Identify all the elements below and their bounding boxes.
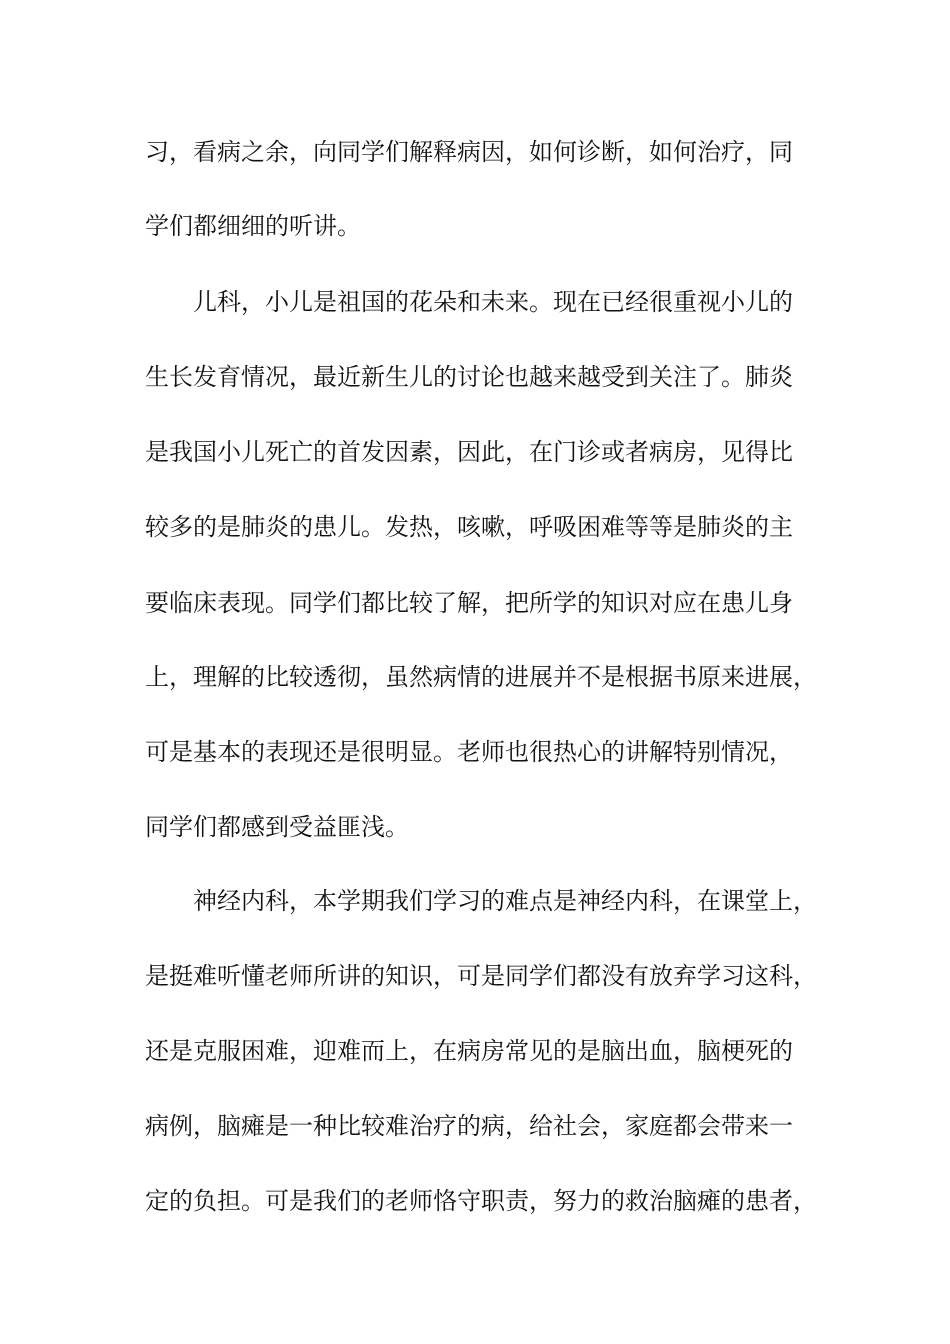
text-line: 生长发育情况，最近新生儿的讨论也越来越受到关注了。肺炎 [145,363,793,391]
text-line: 较多的是肺炎的患儿。发热，咳嗽，呼吸困难等等是肺炎的主 [145,513,793,541]
text-line: 定的负担。可是我们的老师恪守职责，努力的救治脑瘫的患者， [145,1187,817,1215]
text-line: 学们都细细的听讲。 [145,212,361,240]
paragraph-start-line: 神经内科，本学期我们学习的难点是神经内科，在课堂上， [145,887,817,915]
text-line: 要临床表现。同学们都比较了解，把所学的知识对应在患儿身 [145,589,793,617]
text-line: 是挺难听懂老师所讲的知识，可是同学们都没有放弃学习这科， [145,962,817,990]
text-line: 可是基本的表现还是很明显。老师也很热心的讲解特别情况， [145,738,793,766]
text-line: 还是克服困难，迎难而上，在病房常见的是脑出血，脑梗死的 [145,1037,793,1065]
paragraph-start-line: 儿科，小儿是祖国的花朵和未来。现在已经很重视小儿的 [145,288,793,316]
text-line: 同学们都感到受益匪浅。 [145,813,409,841]
text-line: 是我国小儿死亡的首发因素，因此，在门诊或者病房，见得比 [145,438,793,466]
text-line: 上，理解的比较透彻，虽然病情的进展并不是根据书原来进展， [145,663,817,691]
text-line: 习，看病之余，向同学们解释病因，如何诊断，如何治疗，同 [145,138,793,166]
text-line: 病例，脑瘫是一种比较难治疗的病，给社会，家庭都会带来一 [145,1112,793,1140]
